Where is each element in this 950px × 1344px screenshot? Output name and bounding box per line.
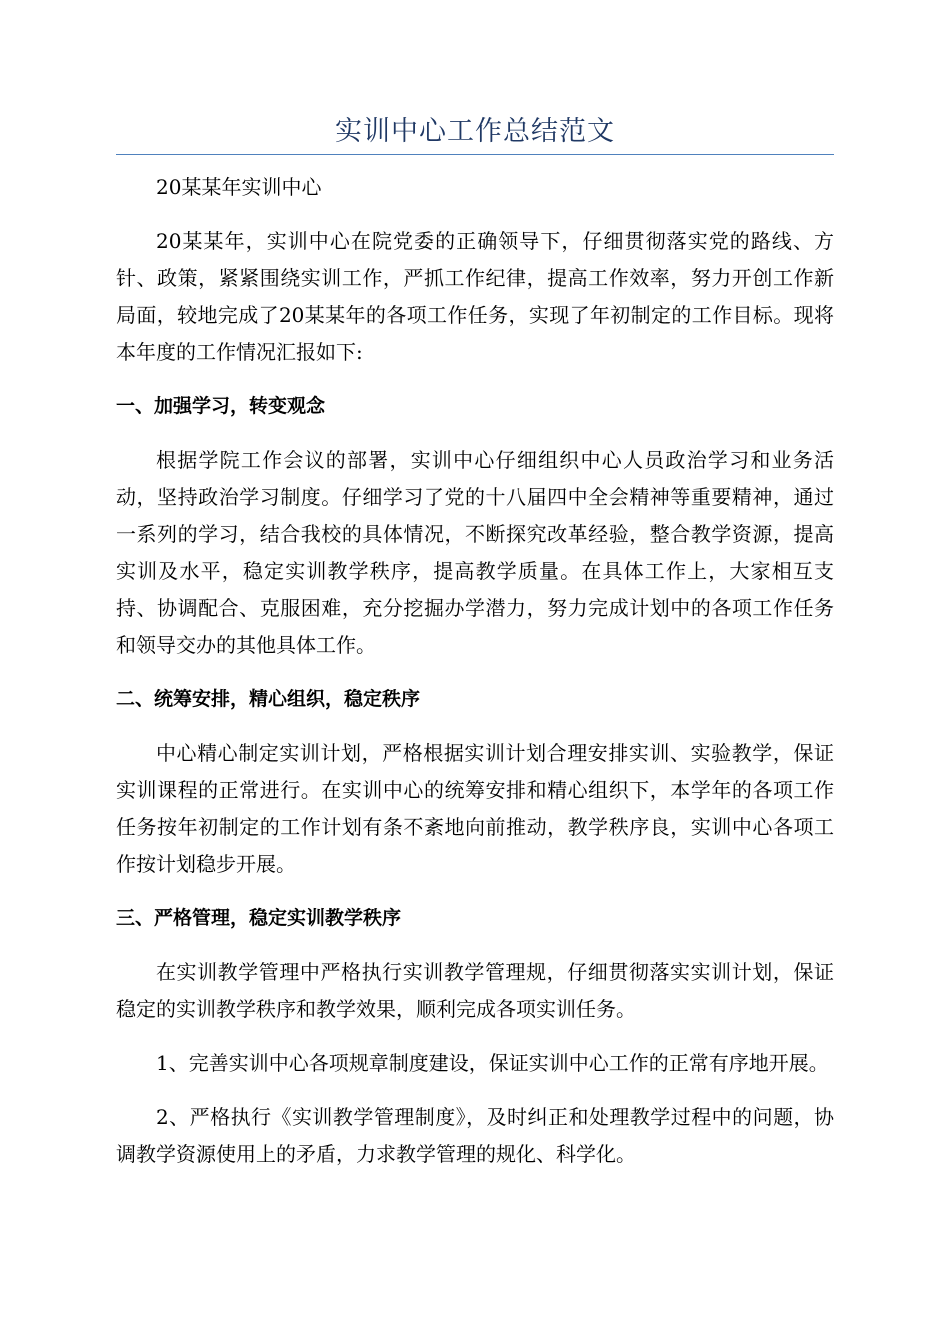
section-heading-3: 三、严格管理，稳定实训教学秩序 (116, 907, 402, 929)
document-title: 实训中心工作总结范文 (335, 116, 615, 147)
document-body (116, 112, 834, 1190)
subtitle-line: 20某某年实训中心 (156, 175, 322, 199)
section-2-paragraph: 中心精心制定实训计划，严格根据实训计划合理安排实训、实验教学，保证实训课程的正常进行。在实训中心的统筹安排和精心组织下，本学年的各项工作任务按年初制定的工作计划有条不紊地向前推动，教学秩序良，实训中心各项工作按计划稳步开展。 (116, 741, 834, 876)
title-underline (116, 154, 834, 155)
section-heading-2: 二、统筹安排，精心组织，稳定秩序 (116, 688, 421, 710)
section-3-item-1: 1、完善实训中心各项规章制度建设，保证实训中心工作的正常有序地开展。 (156, 1051, 829, 1075)
section-3-item-2: 2、严格执行《实训教学管理制度》，及时纠正和处理教学过程中的问题，协调教学资源使用上的矛盾，力求教学管理的规化、科学化。 (116, 1105, 834, 1166)
section-3-paragraph: 在实训教学管理中严格执行实训教学管理规，仔细贯彻落实实训计划，保证稳定的实训教学秩序和教学效果，顺利完成各项实训任务。 (116, 960, 834, 1021)
section-heading-1: 一、加强学习，转变观念 (116, 395, 326, 417)
intro-paragraph: 20某某年，实训中心在院党委的正确领导下，仔细贯彻落实党的路线、方针、政策，紧紧围绕实训工作，严抓工作纪律，提高工作效率，努力开创工作新局面，较地完成了20某某年的各项工作任务，实现了年初制定的工作目标。现将本年度的工作情况汇报如下: (116, 229, 834, 364)
section-1-paragraph: 根据学院工作会议的部署，实训中心仔细组织中心人员政治学习和业务活动，坚持政治学习制度。仔细学习了党的十八届四中全会精神等重要精神，通过一系列的学习，结合我校的具体情况，不断探究改革经验，整合教学资源，提高实训及水平，稳定实训教学秩序，提高教学质量。在具体工作上，大家相互支持、协调配合、克服困难，充分挖掘办学潜力，努力完成计划中的各项工作任务和领导交办的其他具体工作。 (116, 448, 834, 657)
